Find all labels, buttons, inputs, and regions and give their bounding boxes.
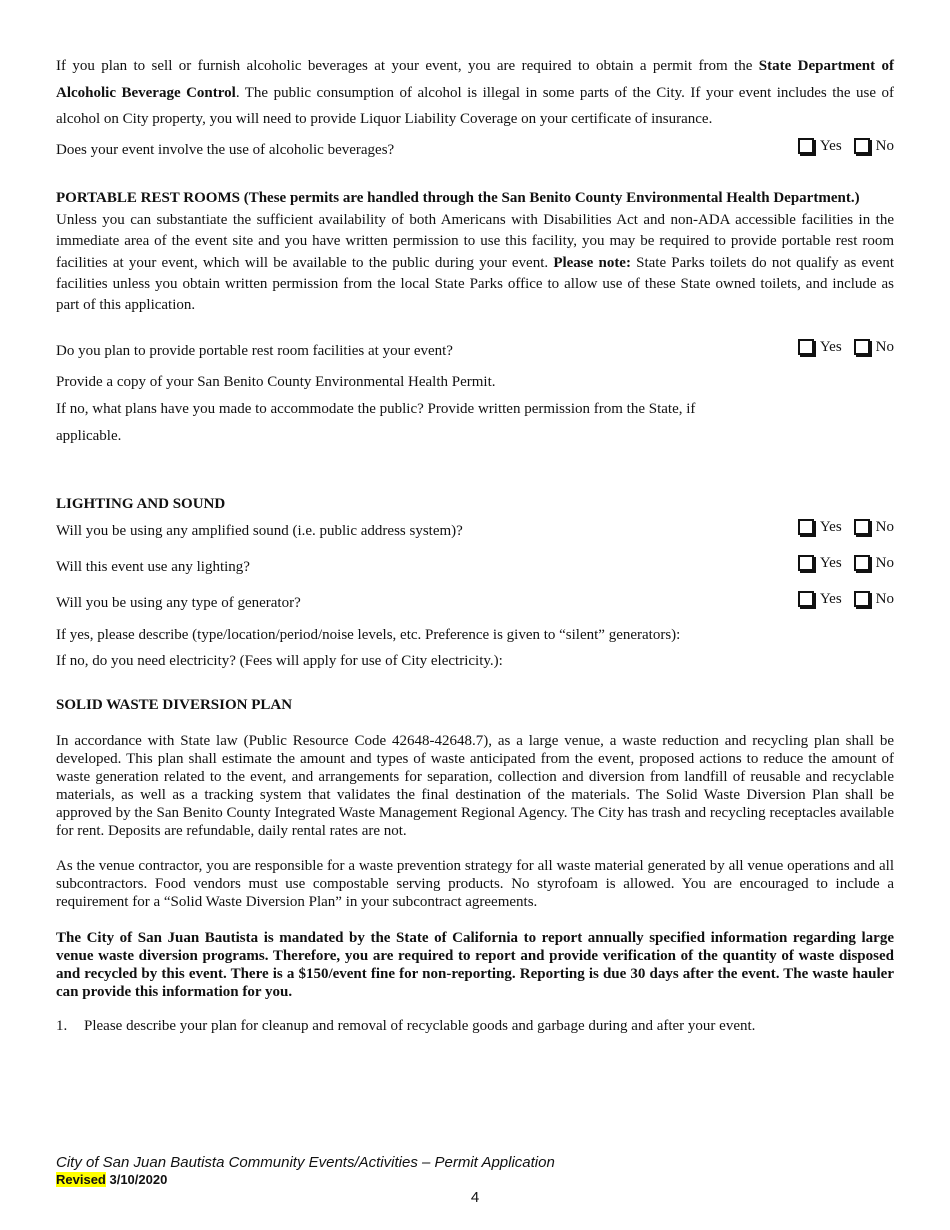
checkbox-icon[interactable] bbox=[798, 138, 814, 154]
checkbox-icon[interactable] bbox=[854, 519, 870, 535]
checkbox-icon[interactable] bbox=[798, 591, 814, 607]
cleanup-item-text: Please describe your plan for cleanup and removal of recyclable goods and garbage during and after your event. bbox=[84, 1018, 756, 1034]
cleanup-item-number: 1. bbox=[56, 1018, 68, 1034]
checkbox-icon[interactable] bbox=[854, 339, 870, 355]
alcohol-paragraph: If you plan to sell or furnish alcoholic beverages at your event, you are required to obtain a permit from the State Department of Alcoholic Beverage Control. The public consumption of alcohol is illegal in some parts of the City. If your event includes the use of alcohol on City property, you will need to provide Liquor Liability Coverage on your certificate of insurance. bbox=[56, 58, 894, 127]
lighting-heading: LIGHTING AND SOUND bbox=[56, 496, 226, 512]
lighting-question: Will this event use any lighting? bbox=[56, 559, 250, 575]
sound-question: Will you be using any amplified sound (i.e. public address system)? bbox=[56, 523, 463, 539]
restrooms-question: Do you plan to provide portable rest room facilities at your event? bbox=[56, 343, 453, 359]
restrooms-permit-line: Provide a copy of your San Benito County Environmental Health Permit. bbox=[56, 374, 496, 390]
electricity-line: If no, do you need electricity? (Fees will apply for use of City electricity.): bbox=[56, 653, 503, 669]
alcohol-question-row bbox=[56, 138, 894, 164]
waste-paragraph-1: In accordance with State law (Public Resource Code 42648-42648.7), as a large venue, a waste reduction and recycling plan shall be developed. This plan shall estimate the amount and types of waste anticipated from the event, proposed actions to reduce the amount of waste generation related to the event, and arrangements for separation, collection and diversion from landfill of reusable and recyclable materials, as well as a tracking system that validates the final destination of the materials. The Solid Waste Diversion Plan shall be approved by the San Benito County Integrated Waste Management Regional Agency. The City has trash and recycling receptacles available for rent. Deposits are refundable, daily rental rates are not. bbox=[56, 733, 894, 839]
checkbox-icon[interactable] bbox=[798, 339, 814, 355]
alcohol-yes-no bbox=[798, 138, 894, 155]
lighting-yes-option[interactable]: Yes bbox=[798, 555, 842, 572]
alcohol-yes-option[interactable]: Yes bbox=[798, 138, 842, 155]
checkbox-icon[interactable] bbox=[854, 555, 870, 571]
sound-yes-no bbox=[798, 519, 894, 536]
waste-heading: SOLID WASTE DIVERSION PLAN bbox=[56, 697, 293, 713]
restrooms-heading: PORTABLE REST ROOMS (These permits are handled through the San Benito County Environmental Health Department.) bbox=[56, 190, 860, 206]
footer-revised bbox=[56, 1172, 894, 1187]
restrooms-applicable-line: applicable. bbox=[56, 428, 122, 444]
abc-department-name: State Department of Alcoholic Beverage Control bbox=[56, 58, 894, 101]
checkbox-icon[interactable] bbox=[798, 555, 814, 571]
restrooms-paragraph: Unless you can substantiate the sufficient availability of both Americans with Disabilities Act and non-ADA accessible facilities in the immediate area of the event site and you have written permission to use this facility, you may be required to provide portable rest room facilities at your event, which will be available to the public during your event. Please note: State Parks toilets do not qualify as event facilities unless you obtain written permission from the local State Parks office to allow use of these State owned toilets, and include as part of this application. bbox=[56, 212, 894, 314]
restrooms-plans-line: If no, what plans have you made to accommodate the public? Provide written permission from the State, if bbox=[56, 401, 696, 417]
lighting-question-row bbox=[56, 555, 894, 581]
restrooms-question-row bbox=[56, 339, 894, 365]
generator-describe-line: If yes, please describe (type/location/period/noise levels, etc. Preference is given to “silent” generators): bbox=[56, 627, 681, 643]
page-number: 4 bbox=[470, 1189, 480, 1206]
sound-yes-option[interactable]: Yes bbox=[798, 519, 842, 536]
generator-no-option[interactable]: No bbox=[854, 591, 894, 608]
checkbox-icon[interactable] bbox=[854, 591, 870, 607]
restrooms-no-option[interactable]: No bbox=[854, 339, 894, 356]
generator-yes-no bbox=[798, 591, 894, 608]
waste-paragraph-2: As the venue contractor, you are responsible for a waste prevention strategy for all waste material generated by all venue operations and all subcontractors. Food vendors must use compostable serving products. No styrofoam is allowed. You are encouraged to include a requirement for a “Solid Waste Diversion Plan” in your subcontract agreements. bbox=[56, 858, 894, 910]
waste-mandate-paragraph: The City of San Juan Bautista is mandated by the State of California to report annually specified information regarding large venue waste diversion programs. Therefore, you are required to report and provide verification of the quantity of waste disposed and recycled by this event. There is a $150/event fine for non-reporting. Reporting is due 30 days after the event. The waste hauler can provide this information for you. bbox=[56, 930, 894, 1000]
restrooms-yes-option[interactable]: Yes bbox=[798, 339, 842, 356]
generator-question: Will you be using any type of generator? bbox=[56, 595, 301, 611]
footer-title: City of San Juan Bautista Community Events/Activities – Permit Application bbox=[56, 1154, 555, 1171]
generator-yes-option[interactable]: Yes bbox=[798, 591, 842, 608]
alcohol-question: Does your event involve the use of alcoholic beverages? bbox=[56, 142, 395, 158]
alcohol-no-option[interactable]: No bbox=[854, 138, 894, 155]
generator-question-row bbox=[56, 591, 894, 617]
checkbox-icon[interactable] bbox=[798, 519, 814, 535]
revised-label: Revised bbox=[56, 1172, 106, 1187]
restrooms-yes-no bbox=[798, 339, 894, 356]
lighting-no-option[interactable]: No bbox=[854, 555, 894, 572]
please-note-label: Please note: bbox=[553, 254, 631, 271]
sound-question-row bbox=[56, 519, 894, 545]
checkbox-icon[interactable] bbox=[854, 138, 870, 154]
revised-date: 3/10/2020 bbox=[105, 1172, 168, 1187]
cleanup-item bbox=[56, 1018, 894, 1035]
lighting-yes-no bbox=[798, 555, 894, 572]
sound-no-option[interactable]: No bbox=[854, 519, 894, 536]
